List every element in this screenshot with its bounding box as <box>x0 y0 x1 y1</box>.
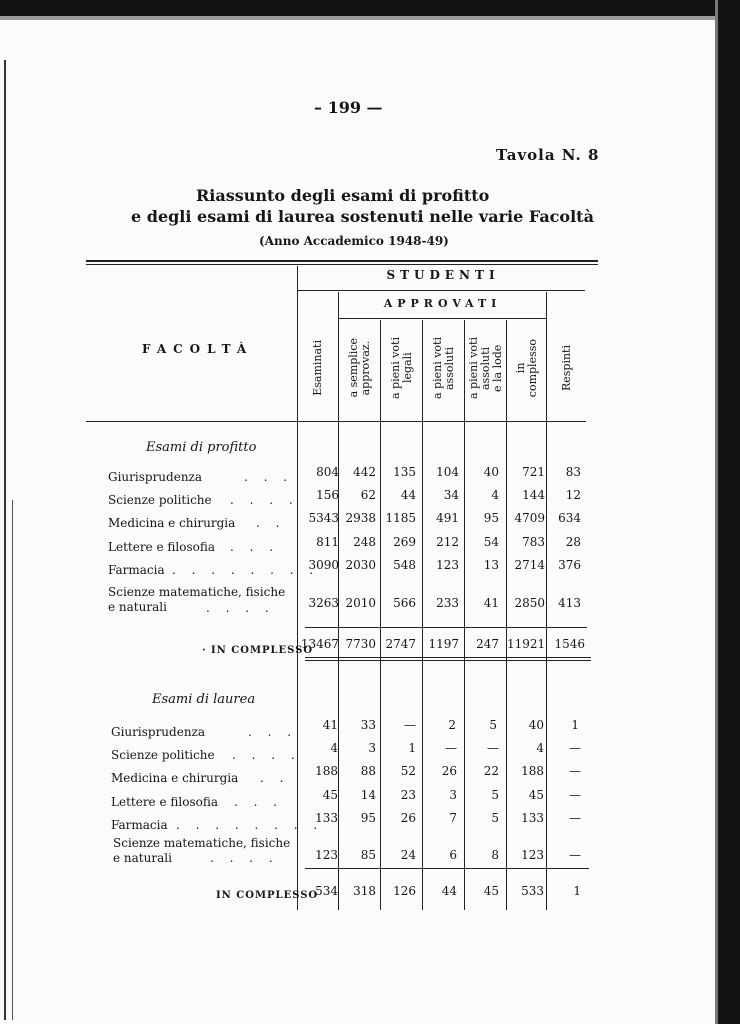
total-cell: 126 <box>393 884 416 898</box>
cell: 83 <box>565 465 581 479</box>
cell: 12 <box>565 488 581 502</box>
cell: 45 <box>528 788 544 802</box>
cell: 5 <box>491 788 499 802</box>
cell: 442 <box>353 465 376 479</box>
cell: 4 <box>330 741 338 755</box>
cell: 804 <box>316 465 339 479</box>
scan-border-right-inner <box>715 0 718 1024</box>
cell: 8 <box>491 848 499 862</box>
cell: — <box>569 788 581 802</box>
cell: 22 <box>483 764 499 778</box>
scan-border-top <box>0 0 740 16</box>
leader-dots: . . . <box>244 470 294 484</box>
cell: 188 <box>315 764 338 778</box>
subtotal-rule <box>305 627 587 628</box>
cell: 721 <box>522 465 545 479</box>
header-facolta: FACOLTÀ <box>142 342 254 356</box>
cell: 88 <box>360 764 376 778</box>
cell: 4 <box>491 488 499 502</box>
cell: 3 <box>368 741 376 755</box>
table-top-rule <box>86 260 598 262</box>
cell: 1 <box>571 718 579 732</box>
cell: — <box>569 811 581 825</box>
row-label: Scienze politiche <box>108 493 212 507</box>
total-cell: 7730 <box>345 637 376 651</box>
cell: 3 <box>449 788 457 802</box>
cell: 376 <box>558 558 581 572</box>
cell: 40 <box>483 465 499 479</box>
document-title-line-2: e degli esami di laurea sostenuti nelle varie Facoltà <box>131 207 594 226</box>
cell: 2 <box>448 718 456 732</box>
column-header-pieni-voti-legali: a pieni voti legali <box>389 337 414 399</box>
row-label: Giurisprudenza <box>111 725 206 739</box>
approvati-rule <box>338 318 546 319</box>
row-label: Farmacia <box>111 818 168 832</box>
cell: 2850 <box>514 596 545 610</box>
column-header-esaminati: Esaminati <box>311 340 324 396</box>
cell: — <box>445 741 457 755</box>
cell: — <box>569 741 581 755</box>
cell: 5343 <box>308 511 339 525</box>
total-cell: 318 <box>353 884 376 898</box>
cell: 133 <box>521 811 544 825</box>
row-label: Farmacia <box>108 563 165 577</box>
total-cell: 44 <box>441 884 457 898</box>
cell: — <box>404 718 416 732</box>
cell: 3090 <box>308 558 339 572</box>
cell: 95 <box>483 511 499 525</box>
cell: 1185 <box>385 511 416 525</box>
cell: 24 <box>400 848 416 862</box>
page-number: – 199 — <box>314 98 383 117</box>
total-cell: 1 <box>573 884 581 898</box>
row-label: Giurisprudenza <box>108 470 203 484</box>
cell: 54 <box>483 535 499 549</box>
cell: 28 <box>565 535 581 549</box>
cell: — <box>487 741 499 755</box>
leader-dots: . . . <box>230 540 280 554</box>
cell: 2938 <box>345 511 376 525</box>
cell: 85 <box>360 848 376 862</box>
header-approvati: APPROVATI <box>383 297 502 310</box>
total-cell: 13467 <box>300 637 339 651</box>
cell: 40 <box>528 718 544 732</box>
cell: 62 <box>360 488 376 502</box>
cell: 123 <box>521 848 544 862</box>
column-header-pieni-voti-assoluti: a pieni voti assoluti <box>431 337 456 399</box>
scan-border-left-inner <box>12 500 13 1020</box>
leader-dots: . . . . <box>206 601 275 615</box>
leader-dots: . . . <box>234 795 284 809</box>
header-studenti: STUDENTI <box>386 268 500 282</box>
cell: 548 <box>393 558 416 572</box>
section-title-profitto: Esami di profitto <box>146 440 257 455</box>
studenti-rule <box>297 290 585 291</box>
row-label: Medicina e chirurgia <box>111 771 239 785</box>
cell: 5 <box>491 811 499 825</box>
cell: 45 <box>322 788 338 802</box>
cell: 26 <box>400 811 416 825</box>
cell: — <box>569 764 581 778</box>
total-rule-double <box>305 660 591 661</box>
cell: 13 <box>483 558 499 572</box>
row-label: Scienze matematiche, fisiche e naturali <box>108 585 286 614</box>
row-label: Scienze matematiche, fisiche e naturali <box>113 836 291 865</box>
total-cell: 11921 <box>507 637 546 651</box>
cell: 133 <box>315 811 338 825</box>
row-label: Lettere e filosofia <box>108 540 215 554</box>
cell: 4709 <box>514 511 545 525</box>
cell: 566 <box>393 596 416 610</box>
cell: 41 <box>483 596 499 610</box>
scan-border-top-inner <box>0 16 740 20</box>
cell: 5 <box>489 718 497 732</box>
cell: 144 <box>522 488 545 502</box>
leader-dots: . . . . . . . . <box>176 818 324 832</box>
cell: 33 <box>360 718 376 732</box>
total-cell: 533 <box>521 884 544 898</box>
leader-dots: . . <box>260 771 290 785</box>
total-cell: 1197 <box>428 637 459 651</box>
cell: — <box>569 848 581 862</box>
leader-dots: . . . <box>248 725 298 739</box>
cell: 1 <box>408 741 416 755</box>
column-header-pieni-voti-lode: a pieni voti assoluti e la lode <box>467 337 504 399</box>
total-cell: 534 <box>315 884 338 898</box>
cell: 123 <box>315 848 338 862</box>
subtotal-rule <box>305 868 589 869</box>
leader-dots: . . . . <box>210 851 279 865</box>
cell: 269 <box>393 535 416 549</box>
total-cell: 2747 <box>385 637 416 651</box>
cell: 2714 <box>514 558 545 572</box>
cell: 23 <box>400 788 416 802</box>
cell: 41 <box>322 718 338 732</box>
cell: 6 <box>449 848 457 862</box>
cell: 491 <box>436 511 459 525</box>
cell: 634 <box>558 511 581 525</box>
cell: 7 <box>449 811 457 825</box>
leader-dots: . . . . <box>232 748 301 762</box>
cell: 3263 <box>308 596 339 610</box>
total-label: · IN COMPLESSO <box>202 645 314 656</box>
column-header-semplice-approvazione: a semplice approvaz. <box>347 338 372 398</box>
cell: 135 <box>393 465 416 479</box>
cell: 156 <box>316 488 339 502</box>
leader-dots: . . . . . . . . <box>172 563 320 577</box>
total-cell: 247 <box>476 637 499 651</box>
table-number: Tavola N. 8 <box>496 146 600 164</box>
total-label: IN COMPLESSO <box>216 890 319 901</box>
cell: 123 <box>436 558 459 572</box>
cell: 233 <box>436 596 459 610</box>
cell: 4 <box>536 741 544 755</box>
cell: 212 <box>436 535 459 549</box>
cell: 104 <box>436 465 459 479</box>
leader-dots: . . . . <box>230 493 299 507</box>
column-header-in-complesso: in complesso <box>514 338 539 398</box>
cell: 2030 <box>345 558 376 572</box>
row-label: Lettere e filosofia <box>111 795 218 809</box>
cell: 811 <box>316 535 339 549</box>
cell: 2010 <box>345 596 376 610</box>
leader-dots: . . <box>256 516 286 530</box>
row-label: Scienze politiche <box>111 748 215 762</box>
cell: 34 <box>443 488 459 502</box>
row-label: Medicina e chirurgia <box>108 516 236 530</box>
cell: 26 <box>441 764 457 778</box>
cell: 52 <box>400 764 416 778</box>
scan-border-right <box>718 0 740 1024</box>
cell: 44 <box>400 488 416 502</box>
total-cell: 45 <box>483 884 499 898</box>
cell: 248 <box>353 535 376 549</box>
total-cell: 1546 <box>554 637 585 651</box>
section-title-laurea: Esami di laurea <box>152 692 256 707</box>
column-header-respinti: Respinti <box>560 344 573 392</box>
cell: 783 <box>522 535 545 549</box>
document-subtitle: (Anno Accademico 1948-49) <box>259 234 449 248</box>
cell: 95 <box>360 811 376 825</box>
table-top-rule-inner <box>86 264 598 265</box>
document-title-line-1: Riassunto degli esami di profitto <box>196 186 490 205</box>
cell: 14 <box>360 788 376 802</box>
cell: 413 <box>558 596 581 610</box>
header-bottom-rule <box>86 421 586 422</box>
total-rule <box>305 657 591 658</box>
scan-border-left <box>4 60 6 1020</box>
cell: 188 <box>521 764 544 778</box>
